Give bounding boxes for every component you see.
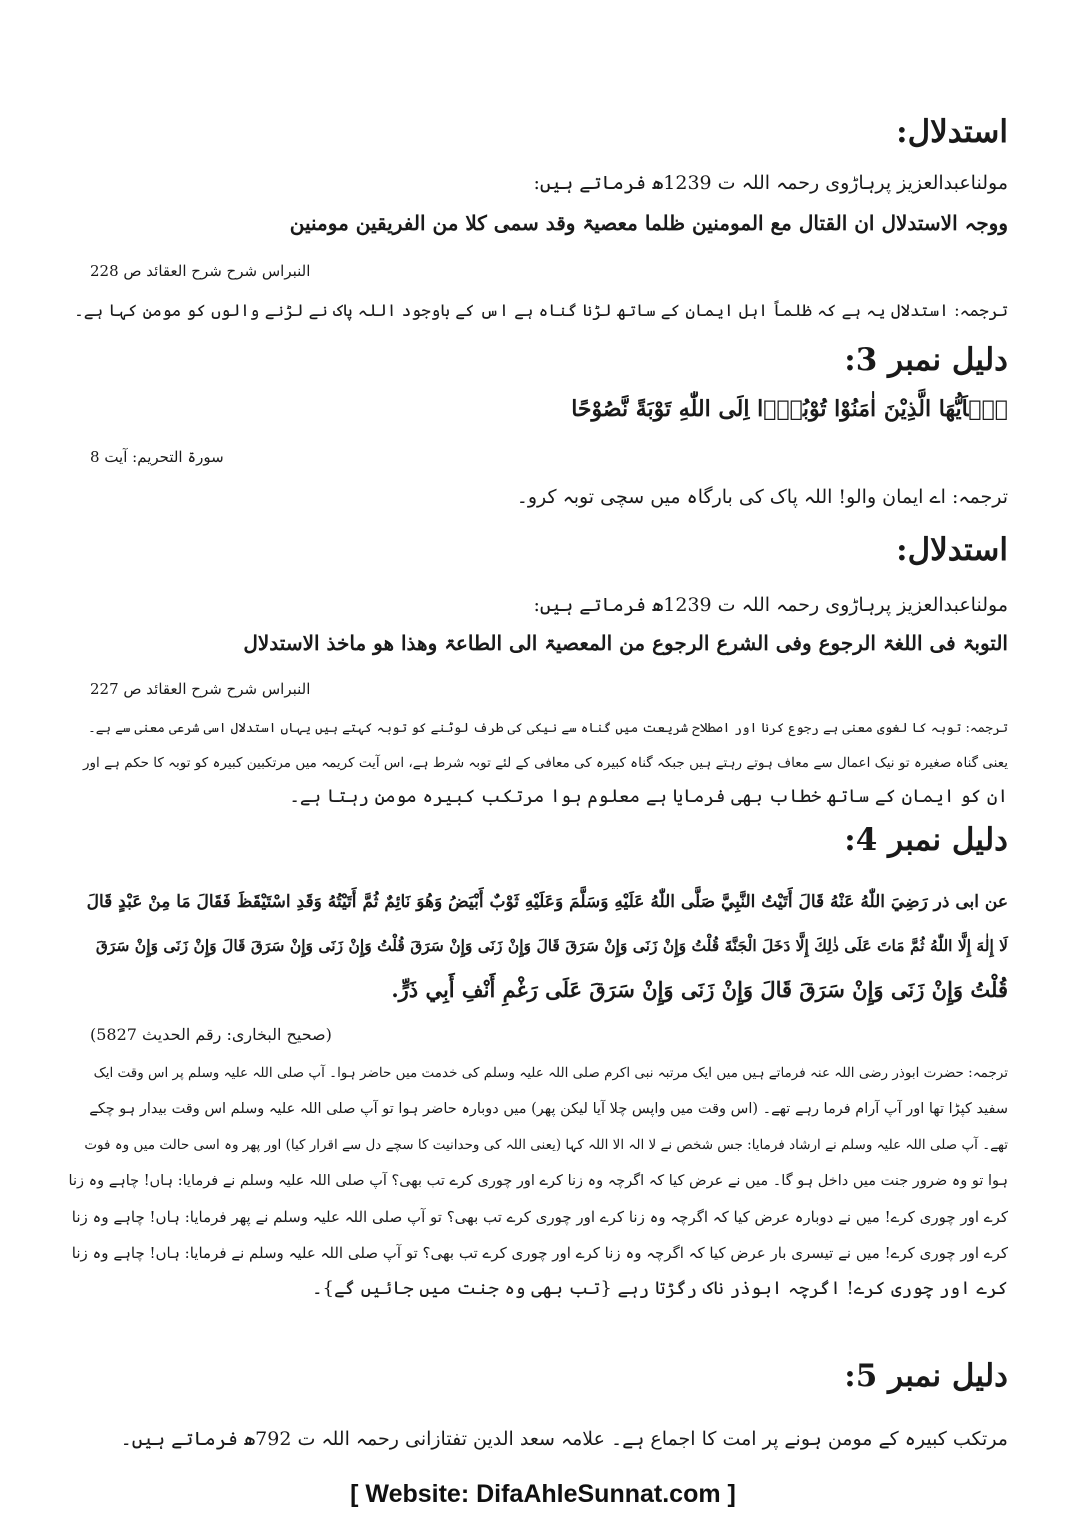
website-footer: [ Website: DifaAhleSunnat.com ] xyxy=(350,1480,736,1508)
translation-line: ان کو ایمان کے ساتھ خطاب بھی فرمایا ہے معلوم ہوا مرتکب کبیرہ مومن رہتا ہے۔ xyxy=(289,786,1008,807)
hadith-line: عن ابی ذر رَضِيَ اللّٰهُ عَنْهُ قَالَ أَتَيْتُ النَّبِيَّ صَلَّى اللّٰهُ عَلَيْهِ وَسَلَّمَ وَعَلَيْهِ ثَوْبٌ أَبْيَضُ وَهُوَ نَائِمٌ ثُمَّ أَتَيْتُهُ وَقَدِ اسْتَيْقَظَ فَقَالَ مَا مِنْ عَبْدٍ قَالَ xyxy=(86,892,1008,912)
hadith-line: قُلْتُ وَإِنْ زَنَى وَإِنْ سَرَقَ قَالَ وَإِنْ زَنَى وَإِنْ سَرَقَ عَلَى رَغْمِ أَنْفِ أَبِي ذَرٍّ. xyxy=(391,977,1008,1002)
quran-ayah: یٰۤاَیُّهَا الَّذِیْنَ اٰمَنُوْا تُوْبُوْۤا اِلَى اللّٰهِ تَوْبَةً نَّصُوْحًا xyxy=(571,396,1008,422)
dalil-heading: دلیل نمبر 4: xyxy=(844,822,1008,858)
section-heading: استدلال: xyxy=(896,114,1008,150)
arabic-quote: التوبۃ فی اللغۃ الرجوع وفی الشرع الرجوع من المعصیۃ الی الطاعۃ وھذا ھو ماخذ الاستدلال xyxy=(243,631,1008,655)
surah-reference: سورۃ التحریم: آیت 8 xyxy=(90,448,224,466)
body-text: مرتکب کبیرہ کے مومن ہونے پر امت کا اجماع ہے۔ علامہ سعد الدین تفتازانی رحمہ اللہ ت 792ھ فرماتے ہیں۔ xyxy=(120,1428,1008,1450)
translation-line: کرے اور چوری کرے! میں نے دوبارہ عرض کیا کہ اگرچہ وہ زنا کرے اور چوری کرے تب بھی؟ تو آپ صلی اللہ علیہ وسلم نے پھر فرمایا: ہاں! چاہے وہ زنا xyxy=(71,1208,1008,1226)
translation-line: کرے اور چوری کرے! اگرچہ ابوذر ناک رگڑتا رہے {تب بھی وہ جنت میں جائیں گے}۔ xyxy=(311,1278,1008,1299)
hadith-reference: (صحیح البخاری: رقم الحدیث 5827) xyxy=(90,1025,332,1044)
section-heading: استدلال: xyxy=(896,532,1008,568)
author-intro: مولناعبدالعزیز پرہاڑوی رحمہ اللہ ت 1239ھ فرماتے ہیں: xyxy=(533,172,1008,194)
translation-text: ترجمہ: اے ایمان والو! اللہ پاک کی بارگاہ میں سچی توبہ کرو۔ xyxy=(516,486,1008,508)
translation-line: کرے اور چوری کرے! میں نے تیسری بار عرض کیا کہ اگرچہ وہ زنا کرے اور چوری کرے تب بھی؟ تو آپ صلی اللہ علیہ وسلم نے فرمایا: ہاں! چاہے وہ زنا xyxy=(71,1244,1008,1262)
arabic-quote: ووجہ الاستدلال ان القتال مع المومنین ظلما معصیۃ وقد سمی کلا من الفریقین مومنین xyxy=(289,211,1008,235)
translation-line: یعنی گناہ صغیرہ تو نیک اعمال سے معاف ہوتے رہتے ہیں جبکہ گناہ کبیرہ کی معافی کے لئے توبہ شرط ہے، اس آیت کریمہ میں مرتکبین کبیرہ کو توبہ کا حکم ہے اور xyxy=(83,755,1008,771)
dalil-heading: دلیل نمبر 3: xyxy=(844,342,1008,378)
translation-text: ترجمہ: استدلال یہ ہے کہ ظلماً اہل ایمان کے ساتھ لڑنا گناہ ہے اس کے باوجود اللہ پاک نے لڑنے والوں کو مومن کہا ہے۔ xyxy=(74,301,1008,320)
author-intro: مولناعبدالعزیز پرہاڑوی رحمہ اللہ ت 1239ھ فرماتے ہیں: xyxy=(533,594,1008,616)
translation-line: ترجمہ: توبہ کا لغوی معنی ہے رجوع کرنا اور اصطلاح شریعت میں گناہ سے نیکی کی طرف لوٹنے کو توبہ کہتے ہیں یہاں استدلال اسی شرعی معنی سے ہے۔ xyxy=(88,721,1008,736)
reference-citation: النبراس شرح شرح العقائد ص 228 xyxy=(90,262,311,280)
hadith-line: لَا إِلٰهَ إِلَّا اللّٰهُ ثُمَّ مَاتَ عَلَى ذٰلِكَ إِلَّا دَخَلَ الْجَنَّةَ قُلْتُ وَإِنْ زَنَى وَإِنْ سَرَقَ قَالَ وَإِنْ زَنَى وَإِنْ سَرَقَ قُلْتُ وَإِنْ زَنَى وَإِنْ سَرَقَ قَالَ وَإِنْ زَنَى وَإِنْ سَرَقَ xyxy=(95,936,1008,955)
translation-line: ہوا تو وہ ضرور جنت میں داخل ہو گا۔ میں نے عرض کیا کہ اگرچہ وہ زنا کرے اور چوری کرے تب بھی؟ آپ صلی اللہ علیہ وسلم نے فرمایا: ہاں! چاہے وہ زنا xyxy=(68,1173,1008,1189)
reference-citation: النبراس شرح شرح العقائد ص 227 xyxy=(90,680,311,698)
dalil-heading: دلیل نمبر 5: xyxy=(844,1358,1008,1394)
translation-line: سفید کپڑا تھا اور آپ آرام فرما رہے تھے۔ (اس وقت میں واپس چلا آیا لیکن پھر) میں دوبارہ حاضر ہوا تو آپ صلی اللہ علیہ وسلم اس وقت بیدار ہو چکے xyxy=(89,1101,1008,1117)
translation-line: تھے۔ آپ صلی اللہ علیہ وسلم نے ارشاد فرمایا: جس شخص نے لا الہ الا اللہ کہا (یعنی اللہ کی وحدانیت کا سچے دل سے اقرار کیا) اور پھر وہ اسی حالت میں وہ فوت xyxy=(84,1137,1008,1153)
translation-line: ترجمہ: حضرت ابوذر رضی اللہ عنہ فرماتے ہیں میں ایک مرتبہ نبی اکرم صلی اللہ علیہ وسلم کی خدمت میں حاضر ہوا۔ آپ صلی اللہ علیہ وسلم پر اس وقت ایک xyxy=(93,1065,1008,1081)
